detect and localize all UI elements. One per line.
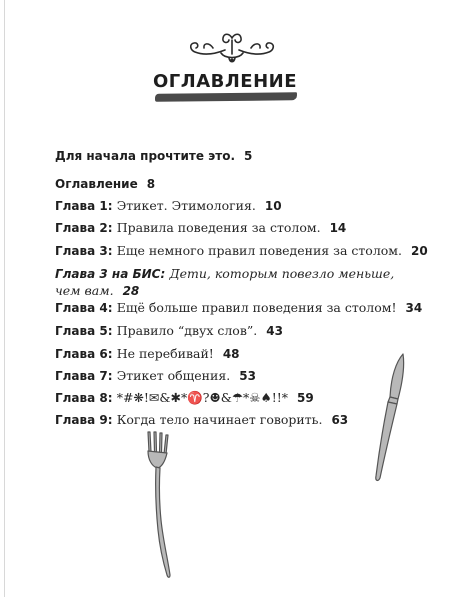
- toc-page-number: 63: [331, 413, 349, 427]
- toc-label: Глава 6:: [55, 347, 113, 361]
- toc-title: Ещё больше правил поведения за столом!: [116, 300, 397, 315]
- toc-item-intro[interactable]: [55, 148, 252, 165]
- toc-title: Правило “двух слов”.: [116, 323, 258, 338]
- toc-title-cont: чем вам.: [55, 283, 114, 298]
- toc-page-number: 10: [264, 199, 282, 213]
- fork-icon: [142, 430, 184, 580]
- toc-label: Глава 8:: [55, 391, 113, 405]
- toc-item-chapter-2[interactable]: [55, 220, 346, 237]
- toc-page-number: 43: [266, 324, 283, 338]
- toc-page-number: 53: [239, 369, 256, 383]
- toc-label: Глава 3:: [55, 244, 113, 258]
- toc-label: Глава 2:: [55, 221, 113, 235]
- flourish-ornament-icon: [185, 30, 279, 68]
- toc-item-chapter-1[interactable]: [55, 198, 282, 215]
- toc-item-contents[interactable]: [55, 176, 155, 193]
- toc-item-chapter-9[interactable]: [55, 412, 348, 429]
- toc-item-chapter-3-bis[interactable]: [55, 266, 394, 299]
- toc-label: Оглавление: [55, 177, 138, 191]
- toc-title-continuation: [55, 283, 394, 299]
- toc-label: Глава 3 на БИС:: [55, 267, 166, 281]
- toc-page-number: 8: [146, 177, 156, 191]
- knife-icon: [370, 352, 410, 484]
- toc-item-chapter-3[interactable]: [55, 243, 428, 260]
- toc-title: Дети, которым повезло меньше,: [169, 266, 395, 281]
- toc-item-chapter-7[interactable]: [55, 368, 256, 385]
- toc-title: Еще немного правил поведения за столом.: [116, 243, 402, 258]
- toc-title: Не перебивай!: [116, 346, 214, 361]
- toc-label: Глава 9:: [55, 413, 113, 427]
- toc-page-number: 5: [244, 149, 253, 163]
- toc-title: *#❋!✉&✱*♈?☻&☂*☠♠!!*: [116, 390, 289, 405]
- toc-title: Этикет. Этимология.: [116, 198, 256, 213]
- toc-page-number: 59: [297, 391, 314, 405]
- page-title: ОГЛАВЛЕНИЕ: [152, 71, 298, 92]
- toc-item-chapter-4[interactable]: [55, 300, 422, 317]
- toc-page-number: 14: [329, 221, 347, 235]
- title-underline: [155, 92, 297, 101]
- toc-label: Глава 1:: [55, 199, 113, 213]
- toc-label: Глава 4:: [55, 301, 113, 315]
- toc-page-number: 48: [222, 347, 240, 361]
- toc-item-chapter-5[interactable]: [55, 323, 283, 340]
- toc-page-number: 20: [411, 244, 428, 258]
- toc-page-number: 28: [122, 284, 140, 298]
- toc-label: Глава 5:: [55, 324, 113, 338]
- toc-item-chapter-6[interactable]: [55, 346, 240, 363]
- toc-label: Глава 7:: [55, 369, 113, 383]
- toc-title: Правила поведения за столом.: [116, 220, 321, 235]
- toc-title: Этикет общения.: [116, 368, 231, 383]
- toc-page-number: 34: [405, 301, 423, 315]
- toc-label: Для начала прочтите это.: [55, 149, 236, 163]
- toc-title: Когда тело начинает говорить.: [116, 412, 323, 427]
- toc-item-chapter-8[interactable]: [55, 390, 314, 407]
